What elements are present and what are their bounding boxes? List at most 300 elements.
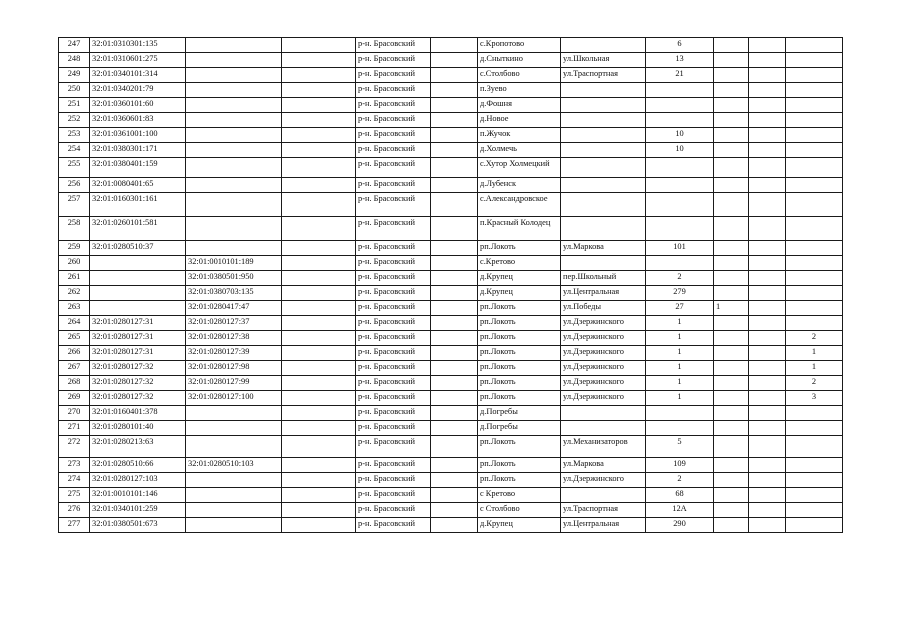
empty-cell [749,178,786,193]
row-number-cell: 253 [59,128,90,143]
house-number-cell: 6 [646,38,714,53]
street-cell [561,178,646,193]
empty-cell [431,158,478,178]
table-row [59,217,843,241]
house-number-cell: 21 [646,68,714,83]
cadastral-number-cell: 32:01:0360601:83 [90,113,186,128]
house-number-cell: 2 [646,271,714,286]
house-number-cell: 1 [646,361,714,376]
row-number-cell: 252 [59,113,90,128]
flag-cell [714,241,749,256]
house-number-cell [646,178,714,193]
empty-cell [431,98,478,113]
empty-cell [282,53,356,68]
district-cell: р-н. Брасовский [356,193,431,217]
empty-cell [282,406,356,421]
row-number-cell: 258 [59,217,90,241]
table-row [59,518,843,533]
district-cell: р-н. Брасовский [356,361,431,376]
empty-cell [431,331,478,346]
apartment-cell [786,488,843,503]
apartment-cell [786,458,843,473]
empty-cell [749,256,786,271]
cadastral-number-2-cell [186,178,282,193]
district-cell: р-н. Брасовский [356,458,431,473]
row-number-cell: 276 [59,503,90,518]
settlement-cell: с.Хутор Холмецкий [478,158,561,178]
empty-cell [431,38,478,53]
apartment-cell [786,473,843,488]
cadastral-number-2-cell [186,38,282,53]
district-cell: р-н. Брасовский [356,241,431,256]
settlement-cell: п.Зуево [478,83,561,98]
settlement-cell: с Столбово [478,503,561,518]
empty-cell [431,193,478,217]
house-number-cell: 13 [646,53,714,68]
cadastral-number-2-cell [186,241,282,256]
district-cell: р-н. Брасовский [356,158,431,178]
house-number-cell: 10 [646,143,714,158]
flag-cell [714,518,749,533]
settlement-cell: рп.Локоть [478,301,561,316]
empty-cell [749,331,786,346]
table-row [59,83,843,98]
empty-cell [749,38,786,53]
cadastral-number-2-cell: 32:01:0280127:100 [186,391,282,406]
cadastral-number-cell: 32:01:0380301:171 [90,143,186,158]
flag-cell [714,503,749,518]
house-number-cell: 68 [646,488,714,503]
apartment-cell [786,503,843,518]
empty-cell [282,518,356,533]
cadastral-number-2-cell [186,193,282,217]
empty-cell [431,128,478,143]
flag-cell [714,38,749,53]
row-number-cell: 249 [59,68,90,83]
row-number-cell: 248 [59,53,90,68]
settlement-cell: рп.Локоть [478,346,561,361]
empty-cell [282,113,356,128]
apartment-cell: 1 [786,346,843,361]
empty-cell [431,391,478,406]
house-number-cell: 2 [646,473,714,488]
street-cell: ул.Дзержинского [561,331,646,346]
house-number-cell [646,83,714,98]
district-cell: р-н. Брасовский [356,376,431,391]
house-number-cell [646,113,714,128]
empty-cell [749,421,786,436]
empty-cell [431,436,478,458]
row-number-cell: 272 [59,436,90,458]
apartment-cell [786,128,843,143]
flag-cell [714,53,749,68]
empty-cell [431,406,478,421]
district-cell: р-н. Брасовский [356,143,431,158]
flag-cell [714,256,749,271]
cadastral-number-2-cell [186,503,282,518]
apartment-cell [786,98,843,113]
settlement-cell: рп.Локоть [478,458,561,473]
empty-cell [749,473,786,488]
street-cell [561,98,646,113]
street-cell [561,193,646,217]
table-row [59,128,843,143]
empty-cell [282,376,356,391]
row-number-cell: 255 [59,158,90,178]
cadastral-number-cell: 32:01:0280127:32 [90,361,186,376]
flag-cell [714,68,749,83]
cadastral-number-cell: 32:01:0340101:259 [90,503,186,518]
house-number-cell: 279 [646,286,714,301]
row-number-cell: 274 [59,473,90,488]
street-cell: ул.Школьная [561,53,646,68]
flag-cell [714,217,749,241]
street-cell [561,38,646,53]
cadastral-number-2-cell [186,421,282,436]
table-row [59,38,843,53]
table-row [59,256,843,271]
apartment-cell: 2 [786,331,843,346]
district-cell: р-н. Брасовский [356,301,431,316]
empty-cell [282,421,356,436]
table-row [59,316,843,331]
settlement-cell: д.Фошня [478,98,561,113]
empty-cell [282,301,356,316]
apartment-cell: 1 [786,361,843,376]
house-number-cell [646,217,714,241]
apartment-cell [786,301,843,316]
district-cell: р-н. Брасовский [356,113,431,128]
empty-cell [282,331,356,346]
register-table [58,37,843,533]
cadastral-number-cell: 32:01:0340201:79 [90,83,186,98]
empty-cell [749,217,786,241]
flag-cell [714,286,749,301]
empty-cell [282,346,356,361]
cadastral-number-cell: 32:01:0280127:31 [90,316,186,331]
flag-cell [714,421,749,436]
settlement-cell: рп.Локоть [478,361,561,376]
cadastral-number-2-cell [186,113,282,128]
empty-cell [431,346,478,361]
street-cell: ул.Маркова [561,241,646,256]
flag-cell [714,128,749,143]
empty-cell [431,518,478,533]
table-row [59,473,843,488]
cadastral-number-cell: 32:01:0010101:146 [90,488,186,503]
cadastral-number-2-cell: 32:01:0280127:37 [186,316,282,331]
row-number-cell: 265 [59,331,90,346]
street-cell: ул.Дзержинского [561,391,646,406]
empty-cell [431,217,478,241]
settlement-cell: рп.Локоть [478,436,561,458]
cadastral-number-cell: 32:01:0280127:32 [90,391,186,406]
cadastral-number-cell: 32:01:0380501:673 [90,518,186,533]
empty-cell [749,53,786,68]
apartment-cell [786,286,843,301]
empty-cell [282,128,356,143]
cadastral-number-2-cell [186,488,282,503]
settlement-cell: п.Жучок [478,128,561,143]
cadastral-number-2-cell [186,53,282,68]
district-cell: р-н. Брасовский [356,38,431,53]
settlement-cell: д.Погребы [478,421,561,436]
row-number-cell: 257 [59,193,90,217]
empty-cell [282,488,356,503]
settlement-cell: д.Холмечь [478,143,561,158]
flag-cell [714,113,749,128]
row-number-cell: 267 [59,361,90,376]
apartment-cell [786,217,843,241]
empty-cell [282,361,356,376]
street-cell [561,158,646,178]
street-cell [561,128,646,143]
cadastral-number-2-cell [186,436,282,458]
cadastral-number-2-cell: 32:01:0280127:99 [186,376,282,391]
house-number-cell [646,98,714,113]
district-cell: р-н. Брасовский [356,316,431,331]
cadastral-number-cell [90,286,186,301]
empty-cell [749,488,786,503]
cadastral-number-cell: 32:01:0310601:275 [90,53,186,68]
house-number-cell [646,193,714,217]
table-row [59,331,843,346]
row-number-cell: 250 [59,83,90,98]
district-cell: р-н. Брасовский [356,53,431,68]
empty-cell [749,113,786,128]
empty-cell [749,271,786,286]
table-row [59,98,843,113]
street-cell: ул.Дзержинского [561,316,646,331]
street-cell: ул.Победы [561,301,646,316]
district-cell: р-н. Брасовский [356,346,431,361]
apartment-cell [786,113,843,128]
empty-cell [282,436,356,458]
empty-cell [431,178,478,193]
settlement-cell: д.Крупец [478,286,561,301]
empty-cell [282,193,356,217]
empty-cell [749,316,786,331]
apartment-cell [786,518,843,533]
cadastral-number-2-cell: 32:01:0380501:950 [186,271,282,286]
empty-cell [749,518,786,533]
district-cell: р-н. Брасовский [356,436,431,458]
apartment-cell [786,436,843,458]
street-cell [561,406,646,421]
settlement-cell: с Кретово [478,488,561,503]
empty-cell [282,271,356,286]
table-row [59,68,843,83]
empty-cell [282,256,356,271]
apartment-cell [786,241,843,256]
house-number-cell: 101 [646,241,714,256]
empty-cell [282,503,356,518]
house-number-cell: 10 [646,128,714,143]
flag-cell [714,436,749,458]
row-number-cell: 254 [59,143,90,158]
table-row [59,346,843,361]
empty-cell [282,38,356,53]
district-cell: р-н. Брасовский [356,98,431,113]
table-row [59,406,843,421]
cadastral-number-cell: 32:01:0280127:32 [90,376,186,391]
empty-cell [282,143,356,158]
settlement-cell: д.Крупец [478,271,561,286]
street-cell: ул.Дзержинского [561,361,646,376]
cadastral-number-cell: 32:01:0280510:37 [90,241,186,256]
flag-cell [714,158,749,178]
flag-cell [714,458,749,473]
table-row [59,286,843,301]
empty-cell [431,376,478,391]
table-row [59,301,843,316]
row-number-cell: 269 [59,391,90,406]
settlement-cell: д.Сныткино [478,53,561,68]
empty-cell [431,458,478,473]
empty-cell [749,286,786,301]
settlement-cell: рп.Локоть [478,376,561,391]
table-row [59,143,843,158]
street-cell: ул.Дзержинского [561,473,646,488]
empty-cell [431,256,478,271]
empty-cell [282,286,356,301]
house-number-cell: 109 [646,458,714,473]
settlement-cell: с.Кропотово [478,38,561,53]
row-number-cell: 247 [59,38,90,53]
empty-cell [749,458,786,473]
street-cell [561,256,646,271]
row-number-cell: 277 [59,518,90,533]
apartment-cell [786,271,843,286]
street-cell: ул.Траспортная [561,503,646,518]
street-cell: ул.Механизаторов [561,436,646,458]
cadastral-number-2-cell [186,98,282,113]
empty-cell [282,98,356,113]
district-cell: р-н. Брасовский [356,178,431,193]
cadastral-number-2-cell [186,83,282,98]
empty-cell [431,421,478,436]
empty-cell [431,271,478,286]
empty-cell [749,376,786,391]
cadastral-number-2-cell [186,128,282,143]
cadastral-number-2-cell [186,158,282,178]
settlement-cell: п.Красный Колодец [478,217,561,241]
apartment-cell [786,83,843,98]
empty-cell [749,503,786,518]
cadastral-number-2-cell [186,473,282,488]
flag-cell [714,331,749,346]
settlement-cell: рп.Локоть [478,391,561,406]
settlement-cell: д.Лубенск [478,178,561,193]
cadastral-number-2-cell: 32:01:0280417:47 [186,301,282,316]
district-cell: р-н. Брасовский [356,256,431,271]
row-number-cell: 259 [59,241,90,256]
house-number-cell: 1 [646,316,714,331]
row-number-cell: 263 [59,301,90,316]
row-number-cell: 260 [59,256,90,271]
empty-cell [749,436,786,458]
apartment-cell [786,256,843,271]
cadastral-number-2-cell: 32:01:0280127:39 [186,346,282,361]
table-row [59,391,843,406]
flag-cell [714,376,749,391]
flag-cell [714,473,749,488]
district-cell: р-н. Брасовский [356,518,431,533]
table-body [59,38,843,533]
row-number-cell: 262 [59,286,90,301]
cadastral-number-cell: 32:01:0260101:581 [90,217,186,241]
cadastral-number-2-cell: 32:01:0280510:103 [186,458,282,473]
house-number-cell: 1 [646,331,714,346]
house-number-cell: 12А [646,503,714,518]
empty-cell [431,301,478,316]
table-row [59,113,843,128]
row-number-cell: 261 [59,271,90,286]
row-number-cell: 256 [59,178,90,193]
street-cell: пер.Школьный [561,271,646,286]
house-number-cell: 1 [646,391,714,406]
apartment-cell [786,193,843,217]
settlement-cell: рп.Локоть [478,473,561,488]
empty-cell [749,98,786,113]
street-cell [561,488,646,503]
cadastral-number-cell: 32:01:0360101:60 [90,98,186,113]
apartment-cell [786,406,843,421]
table-row [59,376,843,391]
cadastral-number-2-cell [186,406,282,421]
apartment-cell [786,316,843,331]
table-row [59,178,843,193]
empty-cell [749,301,786,316]
table-row [59,158,843,178]
flag-cell [714,98,749,113]
settlement-cell: рп.Локоть [478,241,561,256]
empty-cell [282,68,356,83]
house-number-cell [646,406,714,421]
apartment-cell [786,421,843,436]
cadastral-number-cell: 32:01:0280101:40 [90,421,186,436]
row-number-cell: 273 [59,458,90,473]
house-number-cell: 290 [646,518,714,533]
district-cell: р-н. Брасовский [356,473,431,488]
apartment-cell [786,158,843,178]
street-cell: ул.Дзержинского [561,376,646,391]
cadastral-number-2-cell: 32:01:0380703:135 [186,286,282,301]
cadastral-number-cell: 32:01:0310301:135 [90,38,186,53]
table-row [59,503,843,518]
empty-cell [749,406,786,421]
cadastral-number-2-cell [186,518,282,533]
empty-cell [431,241,478,256]
table-row [59,361,843,376]
empty-cell [431,113,478,128]
settlement-cell: с.Александровское [478,193,561,217]
street-cell: ул.Маркова [561,458,646,473]
apartment-cell [786,178,843,193]
empty-cell [749,193,786,217]
table-row [59,458,843,473]
empty-cell [282,473,356,488]
flag-cell [714,488,749,503]
cadastral-number-cell: 32:01:0160401:378 [90,406,186,421]
flag-cell [714,406,749,421]
district-cell: р-н. Брасовский [356,421,431,436]
district-cell: р-н. Брасовский [356,271,431,286]
empty-cell [282,241,356,256]
flag-cell: 1 [714,301,749,316]
cadastral-number-2-cell: 32:01:0010101:189 [186,256,282,271]
district-cell: р-н. Брасовский [356,391,431,406]
